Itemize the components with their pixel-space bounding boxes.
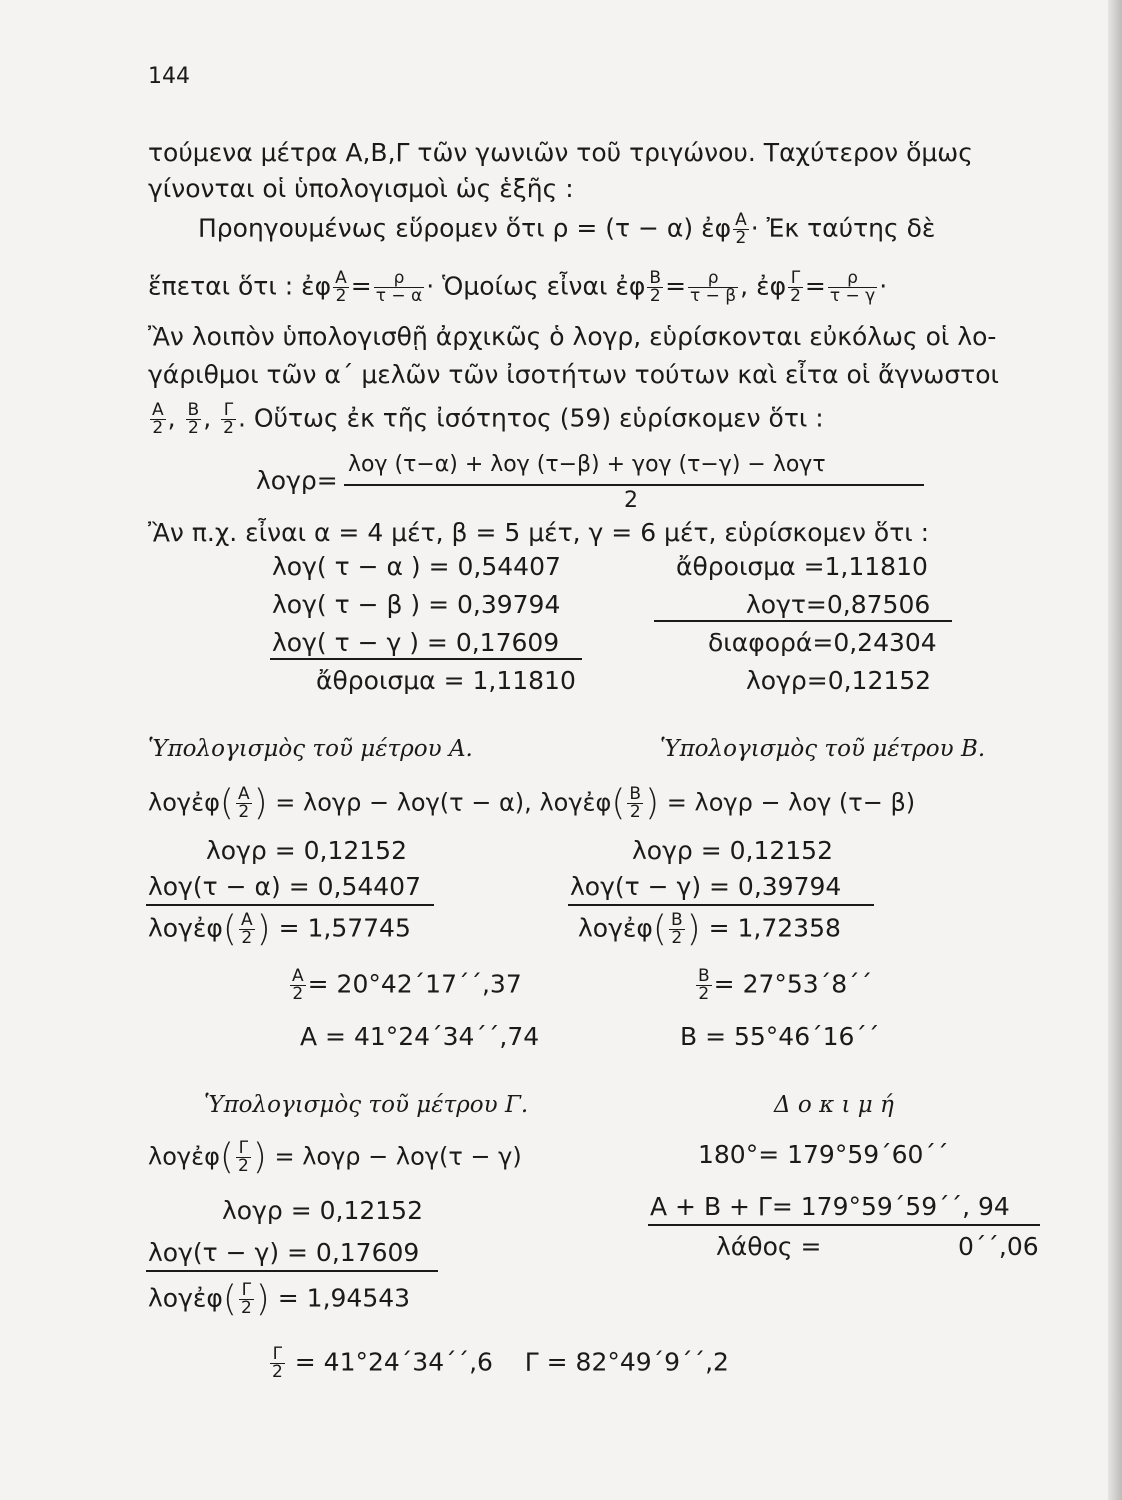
fraction-B-2: $\frac{B}{2}$: [187, 400, 200, 438]
fraction-G-2: $\frac{\Gamma}{2}$: [790, 268, 801, 306]
calc-B-angle: Β = 55°46΄16΄΄: [680, 1022, 880, 1051]
fraction-B-2: $\frac{B}{2}$: [698, 966, 710, 1004]
check-line-3-label: λάθος =: [716, 1232, 822, 1261]
example-right-4: λογρ=0,12152: [746, 666, 932, 695]
intro-line-5: Ἂν λοιπὸν ὑπολογισθῇ ἀρχικῶς ὁ λογρ, εὑρίσκονται εὐκόλως οἱ λο-: [148, 322, 997, 351]
example-left-1: λογ( τ − α ) = 0,54407: [272, 552, 561, 581]
formula-A-B-line: λογἐφ( $\frac{A}{2}$ ) = λογρ − λογ(τ − α), λογἐφ( $\frac{B}{2}$ ) = λογρ − λογ (τ− β): [148, 782, 916, 824]
example-left-2: λογ( τ − β ) = 0,39794: [272, 590, 561, 619]
fraction-rho-t-g: $\frac{\rho}{\tau - \gamma}$: [829, 268, 876, 306]
check-sum-line: [648, 1224, 1040, 1226]
fraction-A-2: $\frac{A}{2}$: [237, 784, 250, 822]
example-left-3: λογ( τ − γ ) = 0,17609: [272, 628, 560, 657]
example-left-4: ἄθροισμα = 1,11810: [316, 666, 576, 695]
calc-B-half-angle: $\frac{B}{2}$ = 27°53΄8΄΄: [698, 966, 873, 1004]
calc-A-line-1: λογρ = 0,12152: [206, 836, 407, 865]
calc-A-angle: Α = 41°24΄34΄΄,74: [300, 1022, 540, 1051]
page-edge-shadow: [1108, 0, 1122, 1500]
fraction-G-2: $\frac{\Gamma}{2}$: [223, 400, 234, 438]
check-line-1: 180°= 179°59΄60΄΄: [698, 1140, 949, 1169]
page-number: 144: [148, 64, 190, 89]
calc-G-line-1: λογρ = 0,12152: [222, 1196, 423, 1225]
calc-B-line-3: λογἐφ( $\frac{B}{2}$ ) = 1,72358: [578, 908, 841, 950]
fraction-A-2: $\frac{A}{2}$: [335, 268, 347, 306]
heading-calc-A: Ὑπολογισμὸς τοῦ μέτρου Α.: [148, 736, 473, 762]
calc-G-angles: $\frac{\Gamma}{2}$ = 41°24΄34΄΄,6 Γ = 82°49΄9΄΄,2: [272, 1344, 729, 1382]
fraction-rho-t-b: $\frac{\rho}{\tau - \beta}$: [690, 268, 737, 306]
calc-A-line-2: λογ(τ − α) = 0,54407: [148, 872, 421, 901]
intro-line-3: [198, 212, 935, 247]
rho-equation-text: Προηγουμένως εὕρομεν ὅτι ρ = (τ − α) ἐφ: [198, 213, 732, 243]
calc-G-line-3: λογἐφ( $\frac{\Gamma}{2}$ ) = 1,94543: [148, 1278, 411, 1320]
heading-check: Δ ο κ ι μ ή: [774, 1092, 894, 1118]
intro-line-6: γάριθμοι τῶν α΄ μελῶν τῶν ἰσοτήτων τούτων καὶ εἶτα οἱ ἄγνωστοι: [148, 360, 999, 389]
fraction-B-2: $\frac{B}{2}$: [629, 784, 642, 822]
example-right-diff-line: [654, 620, 952, 622]
heading-calc-G: Ὑπολογισμὸς τοῦ μέτρου Γ.: [204, 1092, 529, 1118]
formula-G-line: λογἐφ( $\frac{\Gamma}{2}$ ) = λογρ − λογ(τ − γ): [148, 1136, 522, 1178]
calc-G-sum-line: [146, 1270, 438, 1272]
fraction-A-2: $\frac{A}{2}$: [735, 210, 747, 248]
intro-line-4: ἕπεται ὅτι : ἐφ $\frac{A}{2}$ = $\frac{\rho}{\tau - \alpha}$ · Ὁμοίως εἶναι ἐφ $\frac{B}{2}$ = $\frac{\rho}{\tau - \beta}$ , ἐφ $\frac{\Gamma}{2}$ = $\frac{\rho}{\tau - \gamma}$ ·: [148, 268, 888, 306]
fraction-G-2: $\frac{\Gamma}{2}$: [272, 1344, 283, 1382]
formula-numerator: λογ (τ−α) + λογ (τ−β) + γογ (τ−γ) − λογτ: [348, 452, 826, 477]
calc-A-half-angle: $\frac{A}{2}$ = 20°42΄17΄΄,37: [292, 966, 522, 1004]
formula-lhs: λογρ=: [256, 466, 338, 495]
example-right-1: ἄθροισμα =1,11810: [676, 552, 928, 581]
fraction-A-2: $\frac{A}{2}$: [240, 910, 253, 948]
fraction-G-2: $\frac{\Gamma}{2}$: [240, 1280, 252, 1318]
check-line-3-value: 0΄΄,06: [958, 1232, 1039, 1261]
fraction-G-2: $\frac{\Gamma}{2}$: [237, 1138, 249, 1176]
calc-G-line-2: λογ(τ − γ) = 0,17609: [148, 1238, 420, 1267]
example-right-2: λογτ=0,87506: [746, 590, 931, 619]
intro-line-1: τούμενα μέτρα Α,Β,Γ τῶν γωνιῶν τοῦ τριγώνου. Ταχύτερον ὅμως: [148, 138, 973, 167]
intro-line-7: $\frac{A}{2}$ , $\frac{B}{2}$ , $\frac{\Gamma}{2}$ . Οὕτως ἐκ τῆς ἰσότητος (59) εὑρίσκομεν ὅτι :: [152, 400, 824, 438]
fraction-B-2: $\frac{B}{2}$: [649, 268, 662, 306]
calc-B-sum-line: [568, 904, 874, 906]
intro-line-3-end: · Ἐκ ταύτης δὲ: [750, 213, 936, 243]
fraction-A-2: $\frac{A}{2}$: [152, 400, 164, 438]
calc-A-line-3: λογἐφ( $\frac{A}{2}$ ) = 1,57745: [148, 908, 411, 950]
example-intro: Ἂν π.χ. εἶναι α = 4 μέτ, β = 5 μέτ, γ = 6 μέτ, εὑρίσκομεν ὅτι :: [148, 518, 930, 547]
fraction-A-2: $\frac{A}{2}$: [292, 966, 304, 1004]
calc-A-sum-line: [146, 904, 434, 906]
fraction-rho-t-a: $\frac{\rho}{\tau - \alpha}$: [375, 268, 423, 306]
example-right-3: διαφορά=0,24304: [708, 628, 937, 657]
intro-line-2: γίνονται οἱ ὑπολογισμοὶ ὡς ἑξῆς :: [148, 174, 574, 203]
check-line-2: Α + Β + Γ= 179°59΄59΄΄, 94: [650, 1192, 1010, 1221]
calc-B-line-1: λογρ = 0,12152: [632, 836, 833, 865]
calc-B-line-2: λογ(τ − γ) = 0,39794: [570, 872, 842, 901]
fraction-B-2: $\frac{B}{2}$: [670, 910, 683, 948]
example-left-sum-line: [270, 658, 582, 660]
heading-calc-B: Ὑπολογισμὸς τοῦ μέτρου Β.: [660, 736, 986, 762]
formula-denominator: 2: [624, 488, 638, 513]
